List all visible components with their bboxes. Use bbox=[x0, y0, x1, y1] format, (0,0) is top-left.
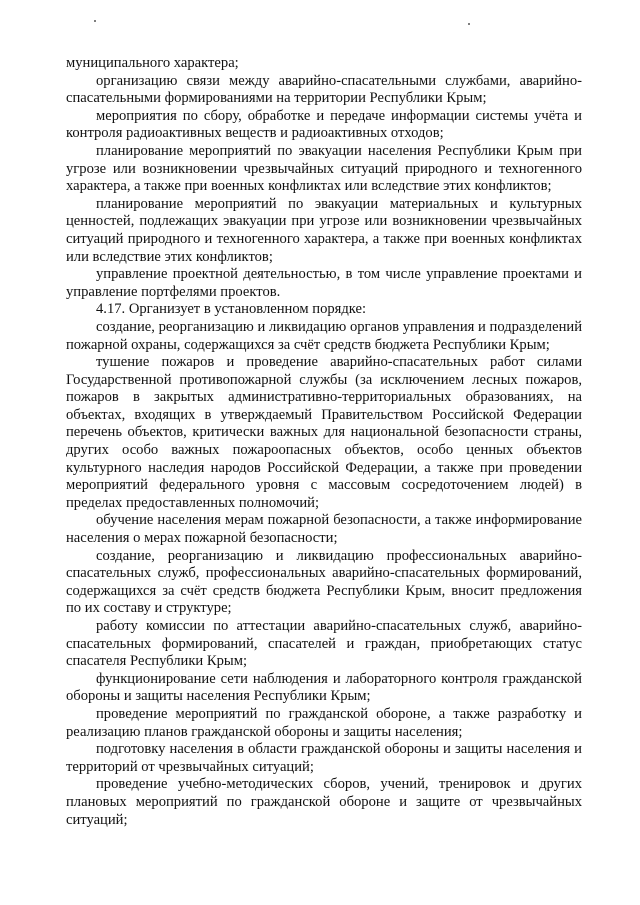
paragraph: работу комиссии по аттестации аварийно-спасательных служб, аварийно-спасательных формирований, спасателей и граждан, приобретающих статус спасателя Республики Крым; bbox=[66, 618, 582, 670]
paragraph: планирование мероприятий по эвакуации материальных и культурных ценностей, подлежащих эвакуации при угрозе или возникновении чрезвычайных ситуаций природного и техногенного характера, а также при военных конфликтах или вследствие этих конфликтов; bbox=[66, 195, 582, 265]
section-heading: 4.17. Организует в установленном порядке: bbox=[96, 301, 367, 318]
scan-speck bbox=[468, 23, 470, 25]
paragraph: проведение мероприятий по гражданской обороне, а также разработку и реализацию планов гражданской обороны и защиты населения; bbox=[66, 705, 582, 740]
paragraph: подготовку населения в области гражданской обороны и защиты населения и территорий от чрезвычайных ситуаций; bbox=[66, 741, 582, 775]
paragraph: создание, реорганизацию и ликвидацию профессиональных аварийно-спасательных служб, профессиональных аварийно-спасательных формирований, содержащихся за счёт средств бюджета Республики Крым, вносит предложения по их составу и структуре; bbox=[66, 547, 582, 617]
paragraph: муниципального характера; bbox=[66, 55, 239, 71]
paragraph: планирование мероприятий по эвакуации населения Республики Крым при угрозе или возникновении чрезвычайных ситуаций природного и техногенного характера, а также при военных конфликтах или вследствие этих конфликтов; bbox=[66, 142, 582, 195]
paragraph: управление проектной деятельностью, в том числе управление проектами и управление портфелями проектов. bbox=[66, 266, 582, 300]
paragraph: проведение учебно-методических сборов, учений, тренировок и других плановых мероприятий по гражданской обороне и защите от чрезвычайных ситуаций; bbox=[66, 776, 582, 828]
paragraph: создание, реорганизацию и ликвидацию органов управления и подразделений пожарной охраны, содержащихся за счёт средств бюджета Республики Крым; bbox=[66, 318, 582, 353]
paragraph: мероприятия по сбору, обработке и передаче информации системы учёта и контроля радиоактивных веществ и радиоактивных отходов; bbox=[66, 107, 582, 142]
paragraph: тушение пожаров и проведение аварийно-спасательных работ силами Государственной противопожарной службы (за исключением лесных пожаров, пожаров в закрытых административно-территориальных образованиях, на объектах, входящих в утверждаемый Правительством Российской Федерации перечень объектов, критически важных для национальной безопасности страны, других особо важных пожароопасных объектов, особо ценных объектов культурного наследия народов Российской Федерации, а также при проведении мероприятий федерального уровня с массовым сосредоточением людей) в пределах предоставленных полномочий; bbox=[66, 354, 582, 511]
paragraph: обучение населения мерам пожарной безопасности, а также информирование населения о мерах пожарной безопасности; bbox=[66, 512, 582, 547]
paragraph: функционирование сети наблюдения и лабораторного контроля гражданской обороны и защиты населения Республики Крым; bbox=[66, 670, 582, 705]
document-body bbox=[66, 55, 582, 829]
scan-speck bbox=[94, 20, 96, 22]
paragraph: организацию связи между аварийно-спасательными службами, аварийно-спасательными формированиями на территории Республики Крым; bbox=[66, 72, 582, 107]
